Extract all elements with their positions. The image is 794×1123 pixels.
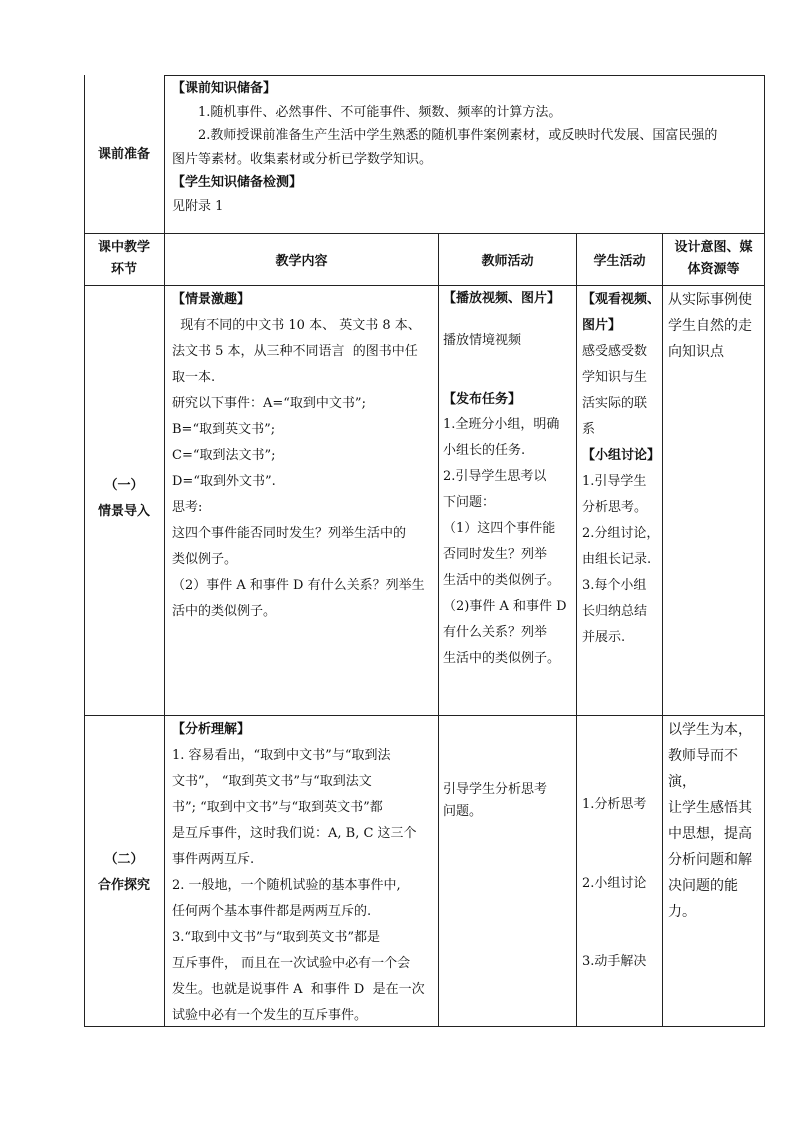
lesson-plan-table <box>84 75 765 1027</box>
content-line: 文书”， “取到英文书”与“取到法文 <box>172 774 372 789</box>
border-right <box>764 75 765 1027</box>
content-line: 法文书 5 本，从三种不同语言 的图书中任 <box>172 344 418 359</box>
section2-student-1: 1.分析思考 <box>582 797 647 812</box>
section2-content-title: 【分析理解】 <box>172 722 251 737</box>
student-line: 学知识与生 <box>582 370 648 385</box>
section2-content <box>172 717 434 1029</box>
student-line: 3.每个小组 <box>582 578 647 593</box>
student-line: 活实际的联 <box>582 396 648 411</box>
section1-teacher-play: 播放情境视频 <box>443 332 522 348</box>
prep-check-title: 【学生知识储备检测】 <box>172 175 303 190</box>
student-line: 感受感受数 <box>582 344 648 359</box>
border-top <box>164 75 765 76</box>
teacher-line: 生活中的类似例子。 <box>443 650 561 666</box>
design-line: 从实际事例使 <box>668 292 752 308</box>
section1-name: 情景导入 <box>97 504 150 519</box>
content-line: 活中的类似例子。 <box>172 604 277 619</box>
design-line: 决问题的能力。 <box>668 878 738 920</box>
content-line: 现有不同的中文书 10 本、 英文书 8 本、 <box>172 318 421 333</box>
student-line: 并展示. <box>582 630 626 645</box>
design-line: 让学生感悟其 <box>668 800 752 816</box>
content-line: 是互斥事件，这时我们说：A, B, C 这三个 <box>172 826 417 841</box>
content-line: 互斥事件， 而且在一次试验中必有一个会 <box>172 956 411 971</box>
design-line: 以学生为本， <box>668 722 752 738</box>
prep-item-2b: 图片等素材。收集素材或分析已学数学知识。 <box>172 151 433 167</box>
header-content: 教学内容 <box>275 254 328 269</box>
section2-teacher-line1: 引导学生分析思考 <box>443 782 548 797</box>
section1-teacher-title2: 【发布任务】 <box>443 392 522 407</box>
col-divider-3 <box>576 233 577 1027</box>
section1-teacher <box>443 287 575 672</box>
teacher-line: 否同时发生？列举 <box>443 546 548 562</box>
design-line: 向知识点 <box>668 344 724 360</box>
header-design-line1: 设计意图、媒 <box>674 240 753 255</box>
content-line: 研究以下事件：A=“取到中文书”; <box>172 396 366 411</box>
section1-num: （一） <box>104 478 144 493</box>
section1-label <box>84 473 164 525</box>
section1-design <box>668 287 764 365</box>
design-line: 学生自然的走 <box>668 318 752 334</box>
teacher-line: （2)事件 A 和事件 D <box>443 598 567 614</box>
content-line: D=“取到外文书”. <box>172 474 276 489</box>
student-line: 【观看视频、 <box>582 292 661 307</box>
header-stage-line1: 课中教学 <box>97 240 150 255</box>
content-line: 1. 容易看出，“取到中文书”与“取到法 <box>172 748 391 763</box>
header-teacher: 教师活动 <box>481 254 534 269</box>
teacher-line: 生活中的类似例子。 <box>443 572 561 588</box>
content-line: 书”; “取到中文书”与“取到英文书”都 <box>172 800 383 815</box>
prep-knowledge-title: 【课前知识储备】 <box>172 81 277 96</box>
section1-student <box>582 287 662 651</box>
header-stage-line2: 环节 <box>110 262 137 277</box>
content-line: 发生。也就是说事件 A 和事件 D 是在一次 <box>172 982 425 997</box>
section2-num: （二） <box>104 852 144 867</box>
header-design <box>663 237 764 281</box>
col-divider-1 <box>164 75 165 1027</box>
teacher-line: （1）这四个事件能 <box>443 520 556 536</box>
content-line: 任何两个基本事件都是两两互斥的. <box>172 904 372 919</box>
header-student: 学生活动 <box>593 254 646 269</box>
header-stage <box>84 237 164 281</box>
section1-teacher-title1: 【播放视频、图片】 <box>443 291 561 306</box>
prep-content <box>172 77 762 218</box>
content-line: 3.“取到中文书”与“取到英文书”都是 <box>172 930 380 945</box>
teacher-line: 2.引导学生思考以 <box>443 468 547 484</box>
teacher-line: 有什么关系？列举 <box>443 624 548 640</box>
section2-student-3: 3.动手解决 <box>582 954 647 969</box>
content-line: B=“取到英文书”; <box>172 422 276 437</box>
design-line: 分析问题和解 <box>668 852 752 868</box>
section2-design <box>668 717 764 925</box>
section2-label <box>84 847 164 899</box>
section2-student <box>582 793 662 974</box>
content-line: （2）事件 A 和事件 D 有什么关系？列举生 <box>172 578 425 593</box>
prep-appendix: 见附录 1 <box>172 198 224 214</box>
student-line: 系 <box>582 422 596 437</box>
content-line: 这四个事件能否同时发生？列举生活中的 <box>172 526 407 541</box>
student-line: 由组长记录. <box>582 552 652 567</box>
header-design-line2: 体资源等 <box>687 262 740 277</box>
content-line: 类似例子。 <box>172 552 238 567</box>
col-divider-2 <box>438 233 439 1027</box>
section2-teacher-line2: 问题。 <box>443 804 483 819</box>
design-line: 教师导而不演， <box>668 748 738 790</box>
content-line: 思考: <box>172 500 203 515</box>
teacher-line: 1.全班分小组，明确 <box>443 416 560 432</box>
section2-name: 合作探究 <box>97 878 150 893</box>
section2-teacher <box>443 779 575 823</box>
prep-item-1: 1.随机事件、必然事件、不可能事件、频数、频率的计算方法。 <box>198 104 562 120</box>
col-divider-4 <box>662 233 663 1027</box>
section2-student-2: 2.小组讨论 <box>582 875 647 891</box>
teacher-line: 小组长的任务. <box>443 442 526 458</box>
student-line: 2.分组讨论， <box>582 526 660 541</box>
content-line: 取一本. <box>172 370 216 385</box>
teacher-line: 下问题： <box>443 494 496 510</box>
student-line: 图片】 <box>582 318 622 333</box>
design-line: 中思想，提高 <box>668 826 752 842</box>
content-line: 2. 一般地，一个随机试验的基本事件中, <box>172 878 401 893</box>
student-line: 长归纳总结 <box>582 604 648 619</box>
student-line: 1.引导学生 <box>582 474 647 489</box>
content-line: 试验中必有一个发生的互斥事件。 <box>172 1008 368 1023</box>
section1-content-title: 【情景激趣】 <box>172 292 251 307</box>
student-line: 【小组讨论】 <box>582 448 661 463</box>
student-line: 分析思考。 <box>582 500 648 515</box>
content-line: C=“取到法文书”; <box>172 448 276 463</box>
prep-item-2a: 2.教师授课前准备生产生活中学生熟悉的随机事件案例素材，或反映时代发展、国富民强的 <box>198 128 718 143</box>
section1-content <box>172 287 434 625</box>
content-line: 事件两两互斥. <box>172 852 255 867</box>
prep-label: 课前准备 <box>97 147 150 162</box>
